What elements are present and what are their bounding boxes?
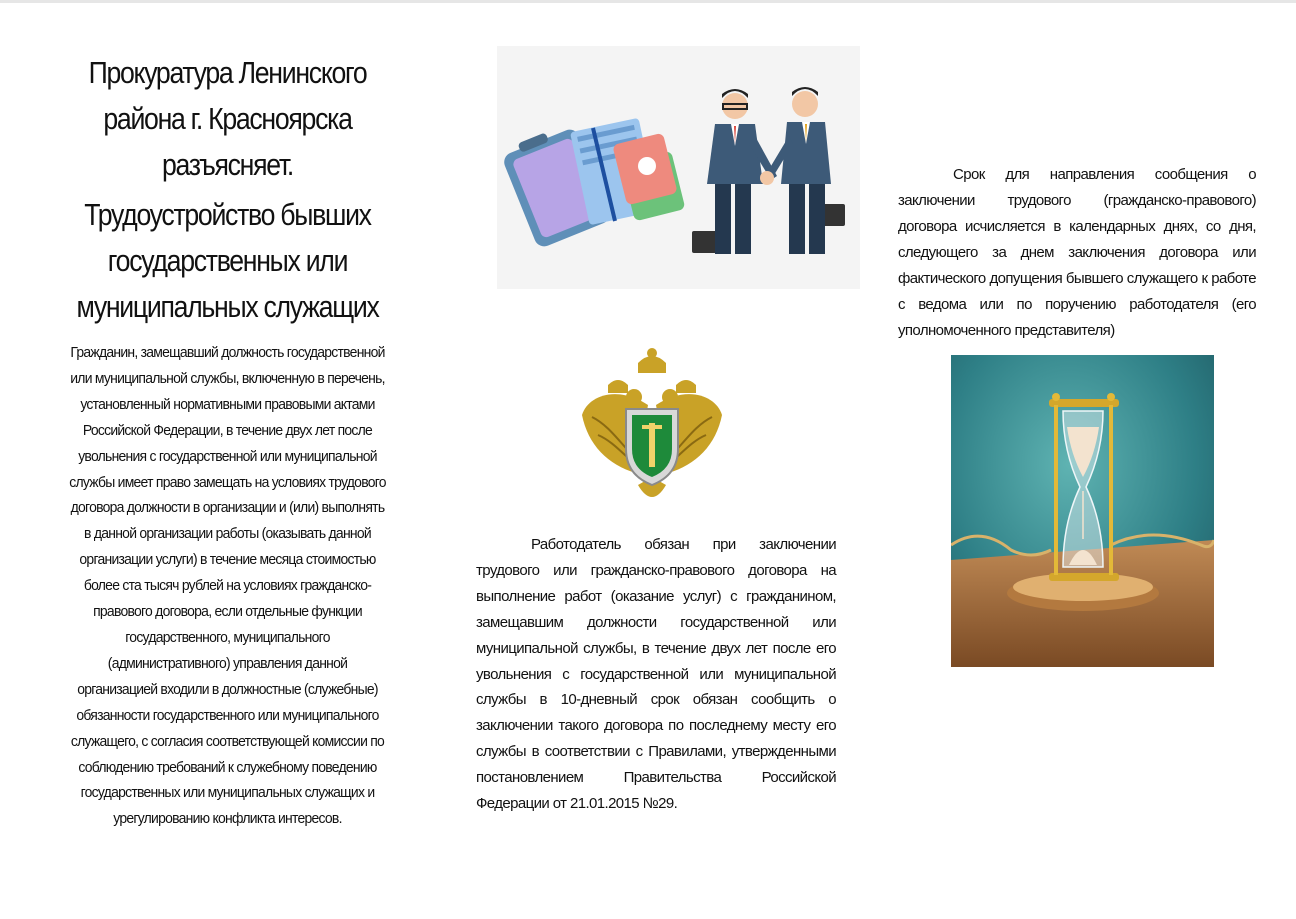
title-line: разъясняет. — [161, 147, 293, 182]
subtitle-line: муниципальных служащих — [76, 289, 379, 324]
middle-text-block — [476, 532, 836, 817]
handshake-icon — [760, 171, 774, 185]
shield-icon — [626, 409, 678, 485]
text-line: более ста тысяч рублей на условиях гражданско- — [83, 577, 372, 595]
text-line: (административного) управления данной — [107, 654, 348, 672]
hourglass-photo — [951, 355, 1214, 667]
prosecutor-emblem — [578, 345, 726, 515]
text-line: установленный нормативными правовыми актами — [80, 395, 375, 413]
text-line: урегулированию конфликта интересов. — [113, 810, 342, 828]
briefcase-icon — [692, 231, 718, 253]
text-line: государственного, муниципального — [125, 628, 330, 646]
businessman-right-icon — [765, 87, 831, 254]
crown-icon — [608, 348, 696, 393]
text-line: обязанности государственного или муниципального — [76, 706, 379, 724]
title-line: Прокуратура Ленинского — [88, 55, 367, 90]
text-line: службы имеет право замещать на условиях трудового — [69, 473, 386, 491]
subtitle-line: государственных или — [107, 243, 348, 278]
page-title — [66, 50, 389, 330]
handshake-illustration — [497, 46, 860, 289]
text-line: государственных или муниципальных служащих и — [80, 784, 375, 802]
text-line: в данной организации работы (оказывать данной — [84, 525, 371, 543]
left-column — [40, 50, 415, 832]
right-paragraph: Срок для направления сообщения о заключении трудового (гражданско-правового) договора исчисляется в календарных днях, со дня, следующего за днем заключения договора или фактического допущения бывшего служащего к работе с ведома или по поручению работодателя (его уполномоченного представителя) — [898, 166, 1256, 339]
text-line: организацией входили в должностные (служебные) — [77, 680, 378, 698]
text-line: договора должности в организации и (или) выполнять — [70, 499, 385, 517]
text-line: организации услуги) в течение месяца стоимостью — [79, 551, 376, 569]
text-line: правового договора, если отдельные функции — [93, 603, 362, 621]
text-line: или муниципальной службы, включенную в перечень, — [70, 369, 385, 387]
text-line: Российской Федерации, в течение двух лет после — [82, 421, 373, 439]
top-divider — [0, 0, 1296, 3]
text-line: Гражданин, замещавший должность государственной — [70, 344, 385, 361]
text-line: служащего, с согласия соответствующей комиссии по — [70, 732, 385, 750]
text-line: соблюдению требований к служебному поведению — [78, 758, 377, 776]
documents-icon — [570, 118, 685, 225]
text-line: увольнения с государственной или муниципальной — [78, 447, 377, 465]
left-body-text — [53, 340, 402, 832]
middle-paragraph: Работодатель обязан при заключении трудового или гражданско-правового договора на выполнение работ (оказание услуг) с гражданином, замещавшим должности государственной или муниципальной службы, в течение двух лет после его увольнения с государственной или муниципальной службы в 10-дневный срок обязан сообщить о заключении такого договора по последнему месту его службы в соответствии с Правилами, утвержденными постановлением Правительства Российской Федерации от 21.01.2015 №29. — [476, 536, 836, 813]
title-line: района г. Красноярска — [103, 101, 352, 136]
subtitle-line: Трудоустройство бывших — [84, 197, 371, 232]
right-text-block — [898, 162, 1256, 344]
